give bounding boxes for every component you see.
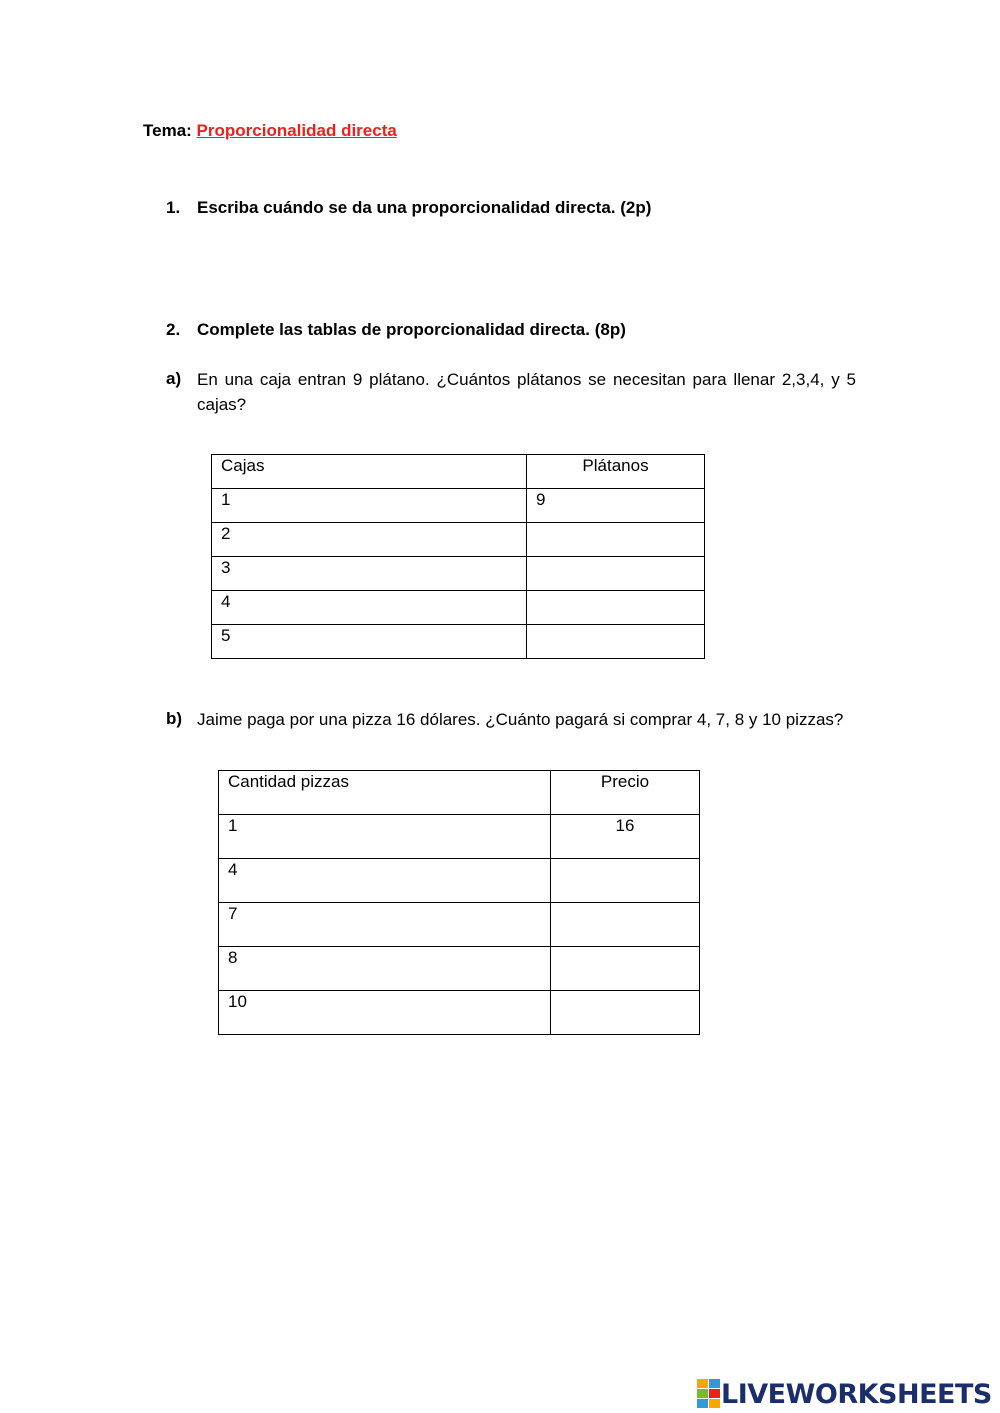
topic-label: Tema: (143, 121, 192, 140)
answer-cell[interactable] (551, 903, 700, 947)
liveworksheets-logo (697, 1377, 992, 1411)
topic-title: Proporcionalidad directa (196, 121, 397, 140)
question-2a-text: En una caja entran 9 plátano. ¿Cuántos plátanos se necesitan para llenar 2,3,4, y 5 cajas? (197, 370, 856, 414)
table-cell: 1 (212, 489, 527, 523)
table-row (212, 625, 705, 659)
question-2a-letter: a) (166, 369, 182, 388)
table-row (212, 591, 705, 625)
table-header-cell: Cantidad pizzas (219, 771, 551, 815)
answer-cell[interactable] (551, 859, 700, 903)
table-row (219, 903, 700, 947)
answer-cell[interactable] (527, 557, 705, 591)
question-1-number: 1. (166, 198, 181, 217)
table-cell: 8 (219, 947, 551, 991)
question-2b-letter: b) (166, 709, 183, 728)
table-cell: 1 (219, 815, 551, 859)
answer-cell[interactable] (551, 991, 700, 1035)
table-header-row (212, 455, 705, 489)
answer-cell[interactable] (527, 523, 705, 557)
answer-cell[interactable] (551, 947, 700, 991)
liveworksheets-logo-text: LIVEWORKSHEETS (721, 1378, 992, 1410)
table-cell: 10 (219, 991, 551, 1035)
table-cell: 4 (212, 591, 527, 625)
table-cell: 3 (212, 557, 527, 591)
table-header-cell: Precio (551, 771, 700, 815)
table-row (219, 815, 700, 859)
answer-cell[interactable] (527, 625, 705, 659)
table-cell: 7 (219, 903, 551, 947)
table-row (219, 859, 700, 903)
table-row (212, 557, 705, 591)
question-2b-text: Jaime paga por una pizza 16 dólares. ¿Cuánto pagará si comprar 4, 7, 8 y 10 pizzas? (197, 710, 844, 729)
table-header-cell: Cajas (212, 455, 527, 489)
table-cell: 5 (212, 625, 527, 659)
question-2-text: Complete las tablas de proporcionalidad directa. (8p) (197, 320, 626, 339)
topic-heading (143, 121, 397, 141)
bananas-table (211, 454, 705, 659)
table-row (212, 523, 705, 557)
liveworksheets-logo-icon (697, 1379, 721, 1409)
table-cell: 9 (527, 489, 705, 523)
answer-cell[interactable] (527, 591, 705, 625)
table-row (219, 991, 700, 1035)
question-2-number: 2. (166, 320, 181, 339)
question-1-text: Escriba cuándo se da una proporcionalidad directa. (2p) (197, 198, 652, 217)
table-row (219, 947, 700, 991)
table-cell: 4 (219, 859, 551, 903)
table-cell: 16 (551, 815, 700, 859)
table-cell: 2 (212, 523, 527, 557)
table-row (212, 489, 705, 523)
table-header-row (219, 771, 700, 815)
pizzas-table (218, 770, 700, 1035)
table-header-cell: Plátanos (527, 455, 705, 489)
